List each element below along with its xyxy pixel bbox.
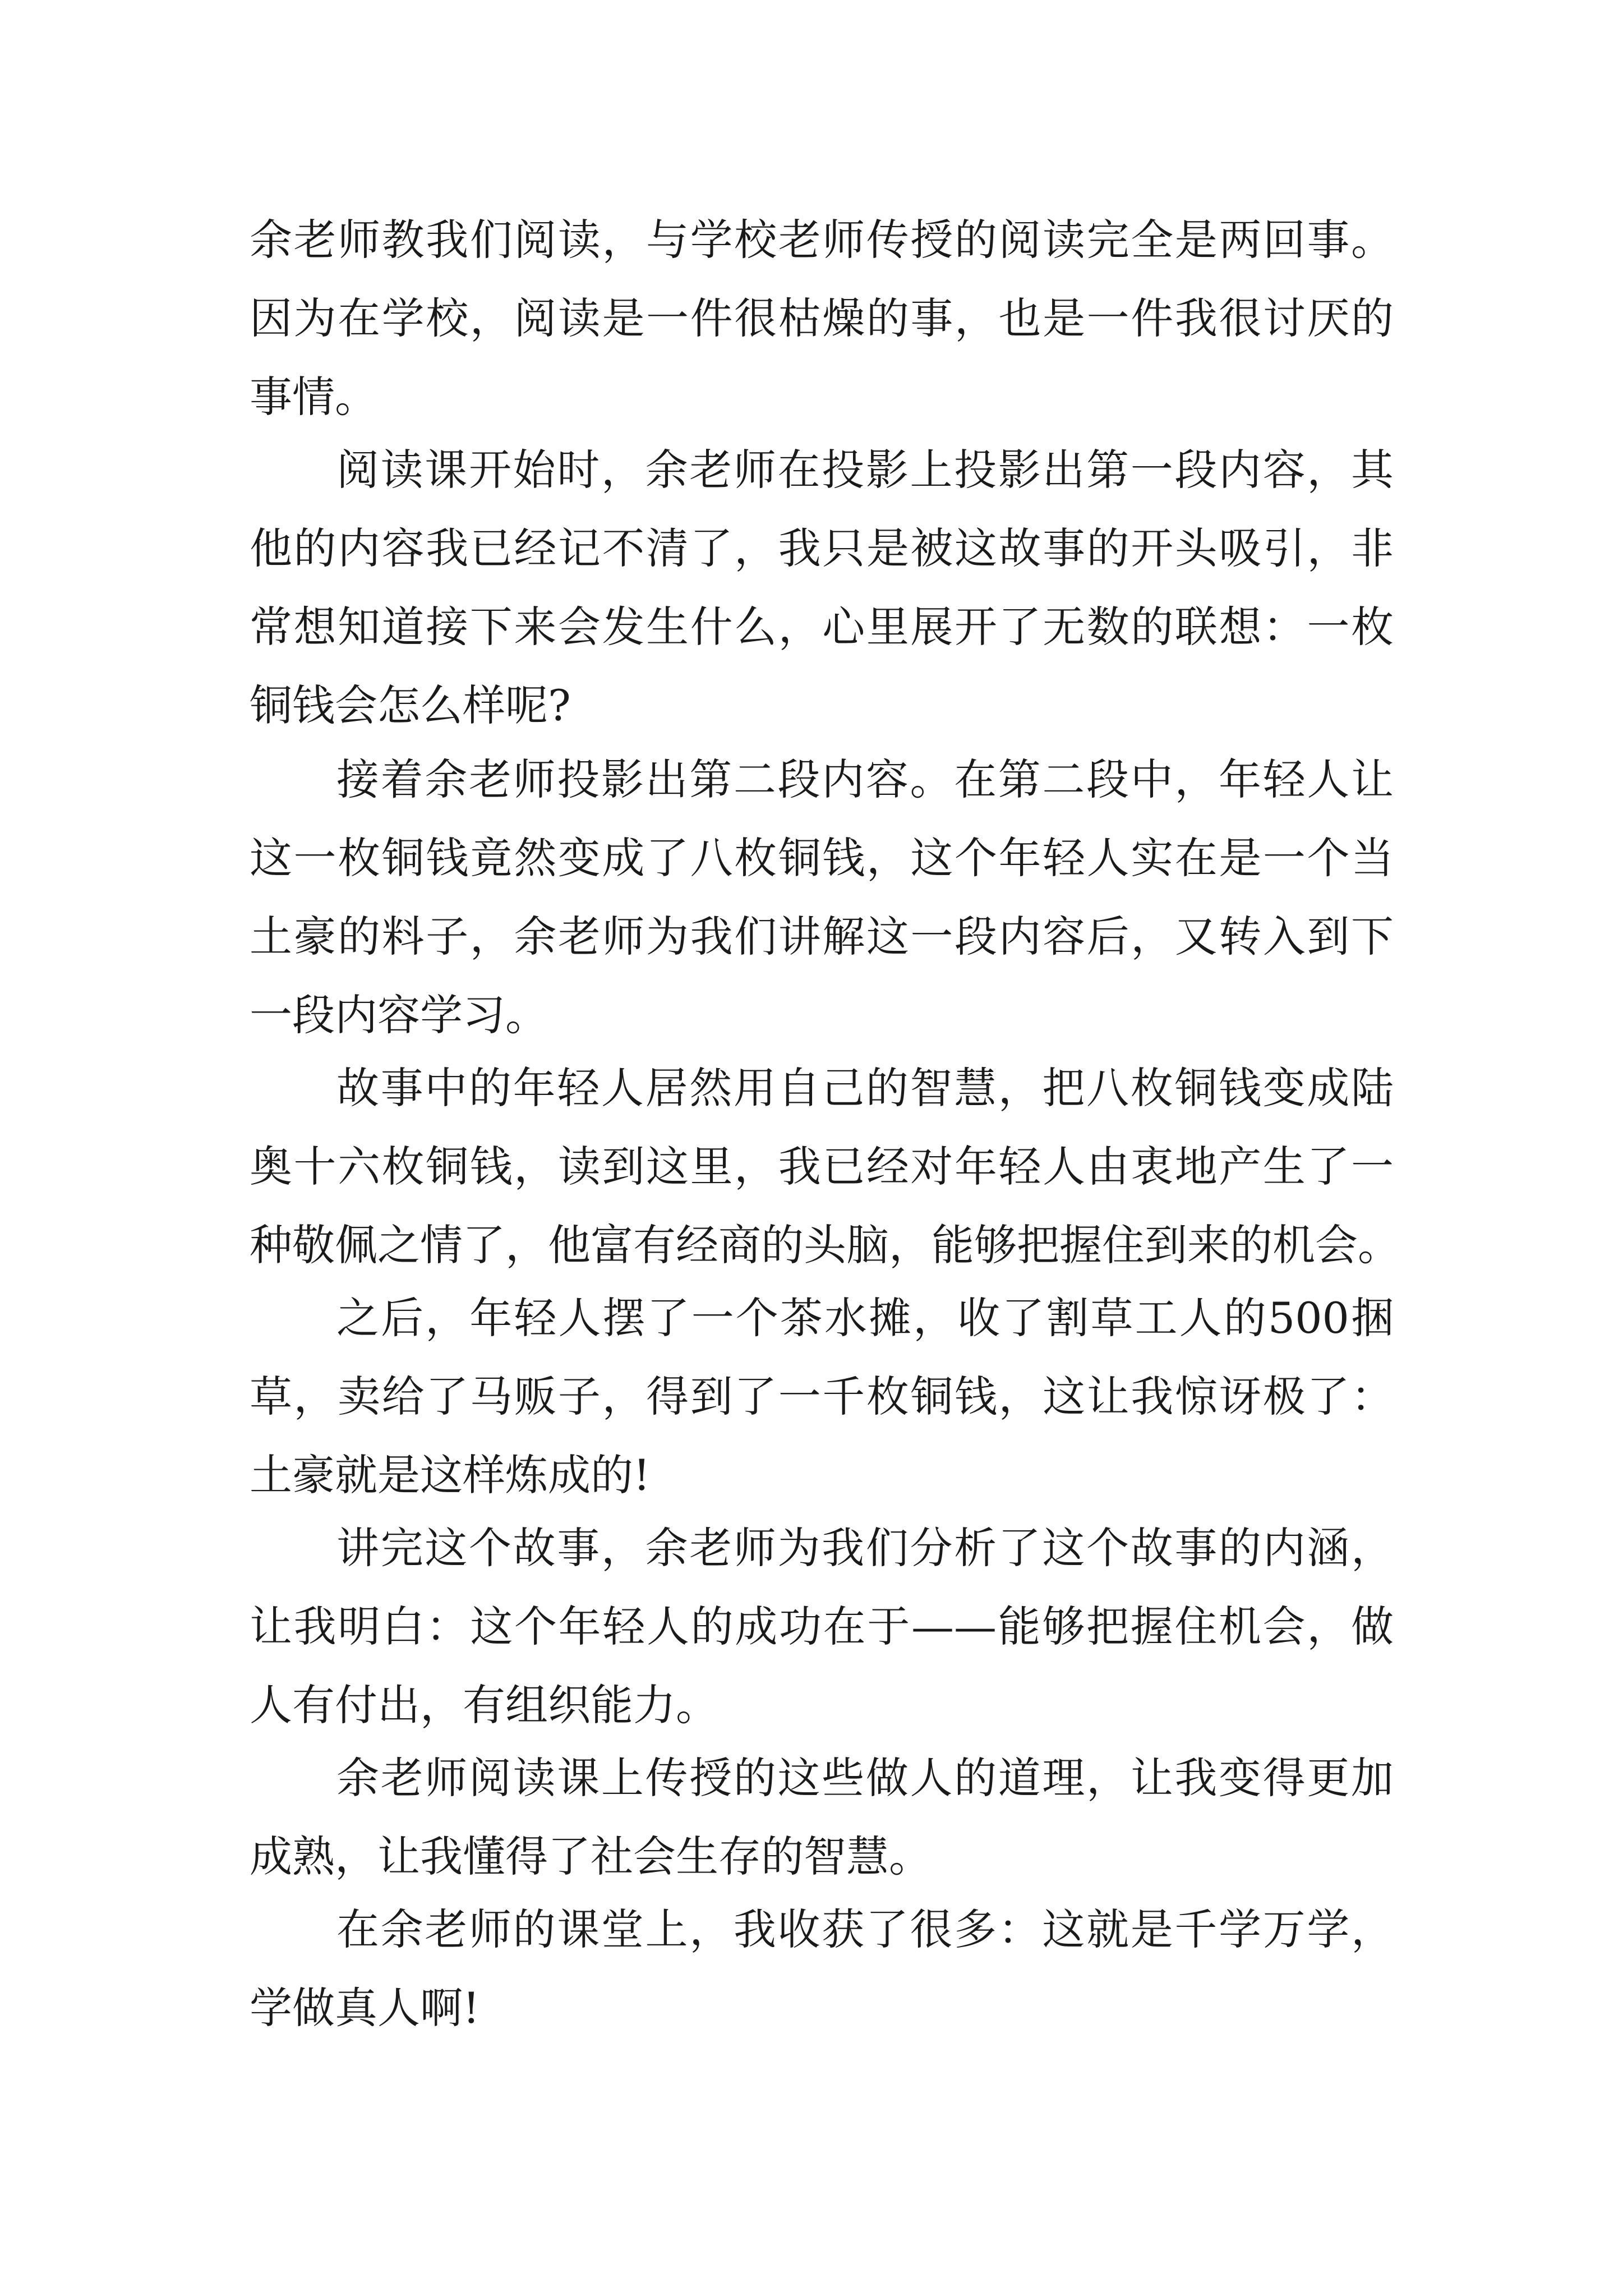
text-line: 他的内容我已经记不清了，我只是被这故事的开头吸引，非 [250, 523, 1394, 573]
text-line: 之后，年轻人摆了一个茶水摊，收了割草工人的500捆 [336, 1293, 1394, 1343]
text-line: 在余老师的课堂上，我收获了很多：这就是千学万学， [336, 1904, 1394, 1954]
text-line: 人有付出，有组织能力。 [250, 1680, 718, 1730]
text-line: 草，卖给了马贩子，得到了一千枚铜钱，这让我惊讶极了： [250, 1372, 1394, 1421]
text-line: 接着余老师投影出第二段内容。在第二段中，年轻人让 [336, 754, 1394, 804]
text-line: 常想知道接下来会发生什么，心里展开了无数的联想：一枚 [250, 602, 1394, 652]
text-line: 阅读课开始时，余老师在投影上投影出第一段内容，其 [336, 445, 1394, 495]
text-line: 故事中的年轻人居然用自己的智慧，把八枚铜钱变成陆 [336, 1063, 1394, 1113]
text-line: 土豪就是这样炼成的! [250, 1450, 651, 1500]
text-line: 土豪的料子，余老师为我们讲解这一段内容后，又转入到下 [250, 912, 1394, 961]
text-line: 让我明白：这个年轻人的成功在于——能够把握住机会，做 [250, 1602, 1394, 1651]
text-line: 这一枚铜钱竟然变成了八枚铜钱，这个年轻人实在是一个当 [250, 833, 1394, 883]
text-line: 因为在学校，阅读是一件很枯燥的事，也是一件我很讨厌的 [250, 293, 1394, 343]
text-line: 讲完这个故事，余老师为我们分析了这个故事的内涵， [336, 1523, 1394, 1573]
text-line: 种敬佩之情了，他富有经商的头脑，能够把握住到来的机会。 [250, 1220, 1400, 1270]
text-line: 事情。 [250, 372, 377, 422]
text-line: 奥十六枚铜钱，读到这里，我已经对年轻人由衷地产生了一 [250, 1142, 1394, 1191]
text-line: 学做真人啊! [250, 1983, 480, 2033]
text-line: 一段内容学习。 [250, 990, 548, 1040]
text-line: 成熟，让我懂得了社会生存的智慧。 [250, 1832, 932, 1881]
text-line: 余老师教我们阅读，与学校老师传授的阅读完全是两回事。 [250, 215, 1394, 265]
text-line: 铜钱会怎么样呢? [250, 680, 571, 730]
text-line: 余老师阅读课上传授的这些做人的道理，让我变得更加 [336, 1753, 1394, 1803]
